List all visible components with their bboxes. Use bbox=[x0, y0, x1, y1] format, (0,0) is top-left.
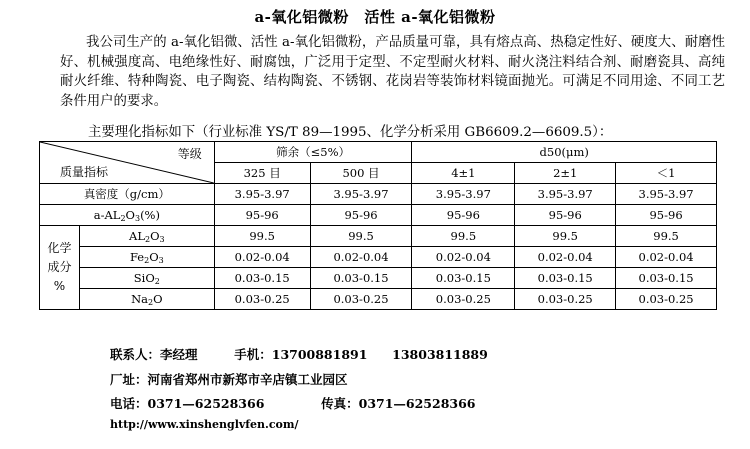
table-cell: 0.02-0.04 bbox=[515, 247, 616, 268]
table-cell: 0.03-0.25 bbox=[310, 289, 412, 310]
formula-part: AL bbox=[129, 229, 145, 243]
fax-label: 传真： bbox=[321, 396, 359, 411]
chem-row-label bbox=[79, 268, 214, 289]
table-cell: 3.95-3.97 bbox=[616, 184, 717, 205]
table-row bbox=[40, 289, 717, 310]
table-cell: 0.03-0.15 bbox=[515, 268, 616, 289]
table-cell: 3.95-3.97 bbox=[515, 184, 616, 205]
table-cell: 3.95-3.97 bbox=[214, 184, 310, 205]
formula-subscript: 3 bbox=[158, 256, 164, 265]
formula-subscript: 2 bbox=[144, 256, 150, 265]
table-cell: 3.95-3.97 bbox=[412, 184, 515, 205]
phone-number: 0371—62528366 bbox=[147, 396, 265, 411]
chem-row-label bbox=[79, 226, 214, 247]
table-cell: 0.03-0.25 bbox=[214, 289, 310, 310]
formula-part: O bbox=[125, 208, 135, 222]
row-label-density: 真密度（g/cm） bbox=[40, 184, 215, 205]
contact-person: 联系人：李经理 bbox=[110, 347, 198, 362]
intro-paragraph: 我公司生产的 a-氧化铝微、活性 a-氧化铝微粉，产品质量可靠，具有熔点高、热稳定性好、硬度大、耐磨性好、机械强度高、电绝缘性好、耐腐蚀，广泛用于定型、不定型耐火材料、耐火浇注料结合剂、耐磨瓷具、高纯耐火纤维、特种陶瓷、电子陶瓷、结构陶瓷、不锈钢、花岗岩等装饰材料镜面抛光。可满足不同用途、不同工艺条件用户的要求。 bbox=[60, 35, 725, 109]
table-cell: 0.03-0.25 bbox=[616, 289, 717, 310]
grade-label: 等级 bbox=[177, 147, 202, 161]
table-row bbox=[40, 205, 717, 226]
formula-part: Fe bbox=[129, 250, 145, 264]
document-title: a-氧化铝微粉 活性 a-氧化铝微粉 bbox=[254, 8, 496, 26]
table-cell: 99.5 bbox=[515, 226, 616, 247]
formula-subscript: 2 bbox=[120, 214, 126, 223]
table-row bbox=[40, 226, 717, 247]
formula-subscript: 2 bbox=[148, 298, 154, 307]
table-cell: 3.95-3.97 bbox=[310, 184, 412, 205]
chem-row-label bbox=[79, 289, 214, 310]
quality-index-label: 质量指标 bbox=[60, 165, 109, 179]
table-cell: 0.03-0.15 bbox=[412, 268, 515, 289]
formula-part: (%) bbox=[140, 208, 160, 222]
formula-subscript: 3 bbox=[134, 214, 141, 223]
table-cell: 95-96 bbox=[412, 205, 515, 226]
formula-subscript: 2 bbox=[145, 235, 151, 244]
table-row bbox=[40, 184, 717, 205]
table-cell: 0.03-0.15 bbox=[214, 268, 310, 289]
formula-part: O bbox=[149, 250, 159, 264]
table-cell: 0.02-0.04 bbox=[310, 247, 412, 268]
table-row bbox=[40, 268, 717, 289]
spec-intro-line: 主要理化指标如下（行业标准 YS/T 89—1995、化学分析采用 GB6609.2—6609.5）： bbox=[88, 125, 613, 140]
factory-address: 厂址：河南省郑州市新郑市辛店镇工业园区 bbox=[110, 372, 348, 387]
formula-part: Na bbox=[131, 292, 149, 306]
column-header: 325 目 bbox=[214, 163, 310, 184]
table-cell: 0.03-0.15 bbox=[616, 268, 717, 289]
fax-number: 0371—62528366 bbox=[358, 396, 476, 411]
chem-label-line: % bbox=[53, 279, 66, 293]
table-cell: 99.5 bbox=[310, 226, 412, 247]
column-header: 4±1 bbox=[412, 163, 515, 184]
table-cell: 95-96 bbox=[616, 205, 717, 226]
chem-label-line: 化学 bbox=[47, 241, 72, 255]
formula-part: O bbox=[153, 292, 163, 306]
table-cell: 99.5 bbox=[616, 226, 717, 247]
table-cell: 99.5 bbox=[214, 226, 310, 247]
formula-subscript: 2 bbox=[154, 277, 160, 286]
table-cell: 0.02-0.04 bbox=[214, 247, 310, 268]
mobile-number: 13700881891 bbox=[271, 347, 368, 362]
table-cell: 0.02-0.04 bbox=[616, 247, 717, 268]
table-cell: 99.5 bbox=[412, 226, 515, 247]
row-label-alumina bbox=[40, 205, 215, 226]
phone-label: 电话： bbox=[110, 396, 148, 411]
formula-part: SiO bbox=[133, 271, 155, 285]
contact-line-person bbox=[110, 345, 488, 363]
spec-table bbox=[39, 141, 717, 310]
chem-label-line: 成分 bbox=[47, 260, 72, 274]
table-cell: 0.03-0.15 bbox=[310, 268, 412, 289]
website-link[interactable]: http://www.xinshenglvfen.com/ bbox=[110, 418, 299, 431]
table-cell: 95-96 bbox=[515, 205, 616, 226]
chem-row-label bbox=[79, 247, 214, 268]
column-header: ＜1 bbox=[616, 163, 717, 184]
group-header-d50: d50(μm) bbox=[412, 142, 717, 163]
mobile-label: 手机： bbox=[234, 347, 272, 362]
table-cell: 0.03-0.25 bbox=[412, 289, 515, 310]
table-cell: 95-96 bbox=[214, 205, 310, 226]
contact-line-phone bbox=[110, 394, 476, 412]
table-row bbox=[40, 247, 717, 268]
formula-subscript: 3 bbox=[159, 235, 165, 244]
table-cell: 0.03-0.25 bbox=[515, 289, 616, 310]
group-header-sieve: 筛余（≤5%） bbox=[214, 142, 412, 163]
formula-part: a-AL bbox=[93, 208, 121, 222]
formula-part: O bbox=[150, 229, 160, 243]
mobile-number: 13803811889 bbox=[392, 347, 488, 362]
column-header: 2±1 bbox=[515, 163, 616, 184]
table-header-corner bbox=[40, 142, 215, 184]
chem-composition-label bbox=[40, 226, 80, 310]
column-header: 500 目 bbox=[310, 163, 412, 184]
table-cell: 0.02-0.04 bbox=[412, 247, 515, 268]
table-cell: 95-96 bbox=[310, 205, 412, 226]
